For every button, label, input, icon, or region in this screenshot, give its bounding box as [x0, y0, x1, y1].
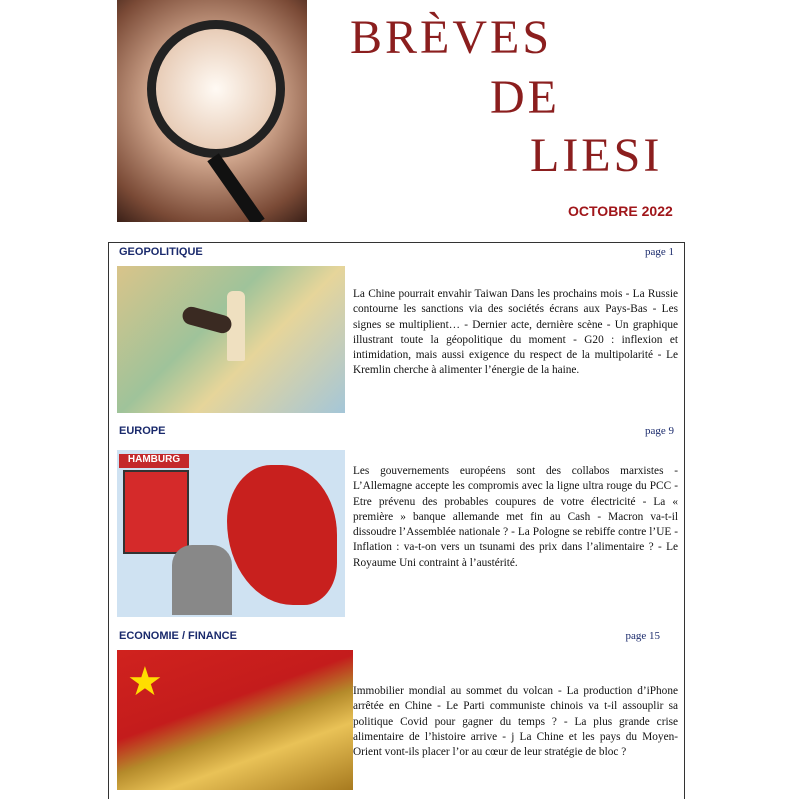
hamburg-label: HAMBURG — [119, 454, 189, 468]
section-summary-geopolitique: La Chine pourrait envahir Taiwan Dans les prochains mois - La Russie contourne les sanctions via des sociétés écrans aux Pays-Bas - Les signes se multiplient… - Dernier acte, dernière scène - Un graphique illustrant toute la géopolitique du moment - G20 : inflexion et intimidation, mais aussi exigence du respect de la multipolarité - Le Kremlin cherche à alimenter l’énergie de la haine. — [353, 288, 678, 377]
title-line-1: BRÈVES — [350, 11, 553, 64]
chess-map-image — [117, 266, 345, 413]
section-page-geopolitique[interactable]: page 1 — [644, 246, 674, 258]
title-line-2: DE — [490, 71, 560, 124]
hamburg-dragon-cartoon — [117, 450, 345, 617]
issue-date: OCTOBRE 2022 — [568, 203, 673, 219]
section-heading-economie: ECONOMIE / FINANCE — [119, 630, 237, 642]
magnifying-glass-lens — [147, 20, 285, 158]
section-page-economie[interactable]: page 15 — [625, 630, 660, 642]
section-heading-europe: EUROPE — [119, 425, 166, 437]
magnifying-glass-handle — [207, 153, 264, 222]
section-summary-europe: Les gouvernements européens sont des collabos marxistes - L’Allemagne accepte les compromis avec la ligne ultra rouge du PCC - Etre prévenu des probables coupures de votre électricité - La « première » banque allemande met fin au Cash - Macron va-t-il dissoudre l’Assemblée nationale ? - La Pologne se rebiffe contre l’UE - Inflation : va-t-on vers un tsunami des prix dans l’alimentaire ? - Le Royaume Uni contraint à l’austérité. — [353, 465, 678, 569]
section-heading-geopolitique: GEOPOLITIQUE — [119, 246, 203, 258]
magnifier-cover-image — [117, 0, 307, 222]
china-flag-gold-bars-image — [117, 650, 353, 790]
section-page-europe[interactable]: page 9 — [644, 425, 674, 437]
section-summary-economie: Immobilier mondial au sommet du volcan - La production d’iPhone arrêtée en Chine - Le Parti communiste chinois va t-il assouplir sa politique Covid pour gagner du temps ? - La plus grande crise alimentaire de l’histoire arrive - j La Chine et les pays du Moyen-Orient vont-ils placer l’or au cœur de leur stratégie de bloc ? — [353, 685, 678, 759]
title-line-3: LIESI — [530, 129, 663, 182]
star-icon: ★ — [127, 659, 163, 704]
